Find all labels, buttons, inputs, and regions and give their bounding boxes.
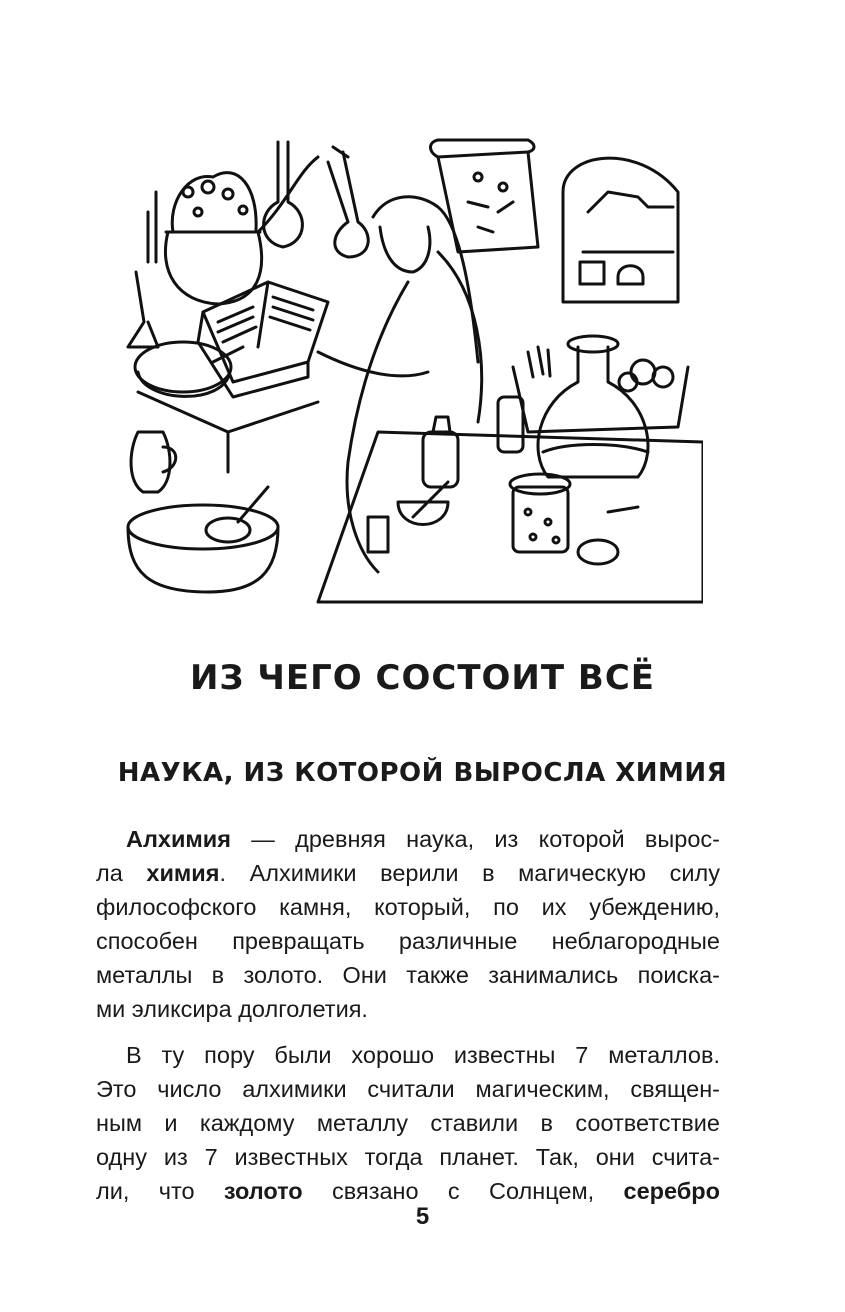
paragraph-1-line-5: металлы в золото. Они также занимались поиска- <box>96 962 720 988</box>
paragraph-2-line-4: одну из 7 известных тогда планет. Так, они счита- <box>96 1144 720 1170</box>
term-alchemy: Алхимия <box>126 826 231 852</box>
paragraph-1-line-2: ла химия. Алхимики верили в магическую силу <box>96 860 721 886</box>
alchemist-illustration <box>118 132 703 612</box>
body-text <box>96 822 720 1208</box>
chapter-title: ИЗ ЧЕГО СОСТОИТ ВСЁ <box>189 658 656 698</box>
term-chemistry: химия <box>146 860 220 886</box>
paragraph-1-line-1: Алхимия — древняя наука, из которой вырос- <box>126 826 720 852</box>
paragraph-2-line-3: ным и каждому металлу ставили в соответствие <box>96 1110 720 1136</box>
term-gold: золото <box>223 1178 303 1204</box>
page-number: 5 <box>415 1203 430 1230</box>
paragraph-2-line-5: ли, что золото связано с Солнцем, серебро <box>96 1178 720 1204</box>
paragraph-1-line-6: ми эликсира долголетия. <box>96 996 368 1022</box>
paragraph-1-line-4: способен превращать различные неблагородные <box>96 928 720 954</box>
term-silver: серебро <box>623 1178 720 1204</box>
section-title: НАУКА, ИЗ КОТОРОЙ ВЫРОСЛА ХИМИЯ <box>117 758 728 788</box>
paragraph-2-line-2: Это число алхимики считали магическим, священ- <box>96 1076 720 1102</box>
paragraph-1-line-3: философского камня, который, по их убеждению, <box>96 894 720 920</box>
paragraph-gap <box>96 1026 720 1038</box>
paragraph-2-line-1: В ту пору были хорошо известны 7 металлов. <box>126 1042 720 1068</box>
